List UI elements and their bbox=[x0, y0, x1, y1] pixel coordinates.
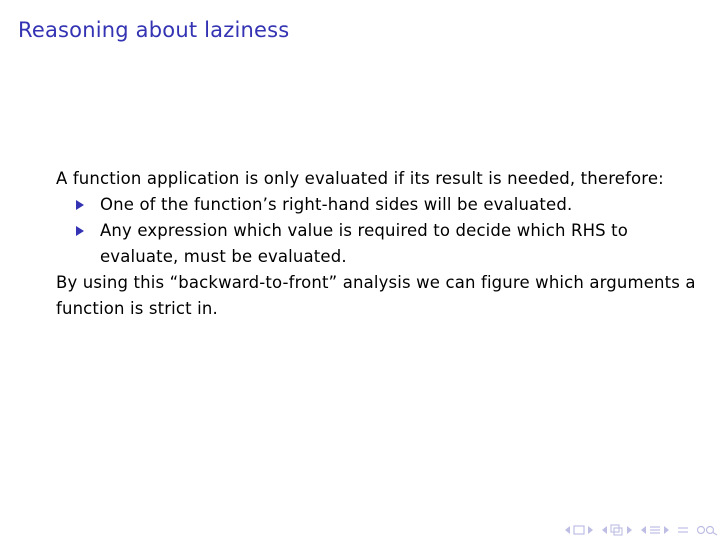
nav-search-icon[interactable] bbox=[696, 524, 718, 536]
nav-subsection-left-icon[interactable] bbox=[601, 525, 608, 535]
bullet-text: Any expression which value is required to decide which RHS to evaluate, must be evaluated. bbox=[100, 221, 629, 266]
nav-frame-right-icon[interactable] bbox=[587, 525, 594, 535]
bullet-text: One of the function’s right-hand sides will be evaluated. bbox=[100, 195, 573, 214]
slide-body bbox=[56, 166, 696, 322]
nav-section-group bbox=[640, 524, 670, 536]
triangle-bullet-icon bbox=[76, 226, 84, 236]
nav-frame-left-icon[interactable] bbox=[564, 525, 571, 535]
nav-section-right-icon[interactable] bbox=[663, 525, 670, 535]
nav-section-icon bbox=[649, 524, 661, 536]
intro-paragraph: A function application is only evaluated if its result is needed, therefore: bbox=[56, 169, 664, 188]
bullet-list bbox=[56, 192, 696, 270]
slide-title: Reasoning about laziness bbox=[18, 18, 290, 42]
conclusion-paragraph: By using this “backward-to-front” analysis we can figure which arguments a function is strict in. bbox=[56, 273, 696, 318]
beamer-navigation-bar bbox=[564, 524, 718, 536]
nav-subsection-right-icon[interactable] bbox=[626, 525, 633, 535]
nav-align-icon[interactable] bbox=[677, 524, 689, 536]
bullet-item bbox=[100, 218, 696, 270]
nav-frame-group bbox=[564, 525, 594, 535]
nav-subsection-group bbox=[601, 524, 633, 536]
nav-subsection-icon bbox=[610, 524, 624, 536]
nav-frame-icon bbox=[573, 525, 585, 535]
triangle-bullet-icon bbox=[76, 200, 84, 210]
nav-section-left-icon[interactable] bbox=[640, 525, 647, 535]
bullet-item bbox=[100, 192, 696, 218]
